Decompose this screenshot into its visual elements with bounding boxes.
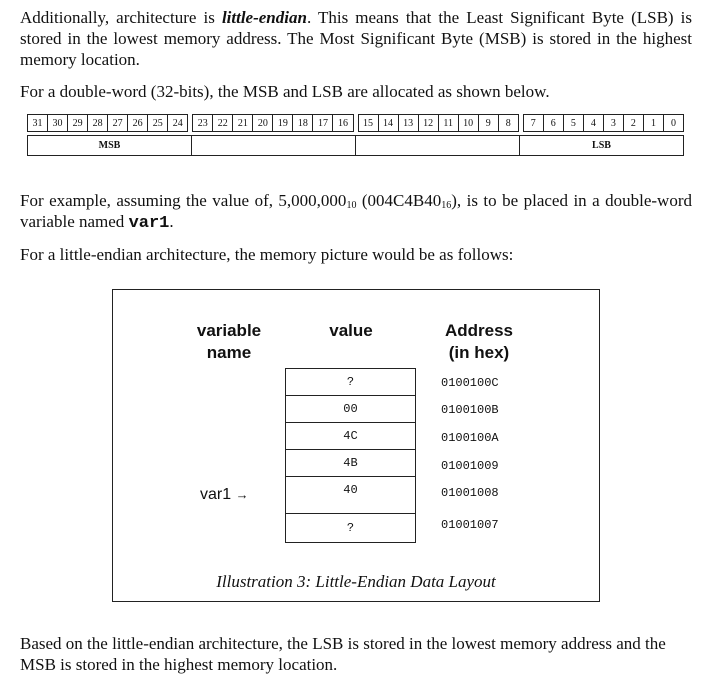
bit-number: 3	[603, 115, 623, 132]
bit-number: 4	[583, 115, 603, 132]
header-name: name	[206, 343, 252, 362]
bit-number: 9	[478, 115, 498, 132]
bit-number: 13	[398, 115, 418, 132]
bit-number: 14	[378, 115, 398, 132]
byte-msb: MSB	[28, 136, 192, 156]
intro-prefix: Additionally, architecture is	[20, 8, 222, 27]
byte-2	[192, 136, 356, 156]
arrow-right-icon: →	[235, 487, 249, 502]
bit-number: 18	[293, 115, 313, 132]
address-label: 0100100B	[441, 403, 499, 417]
byte-1	[356, 136, 520, 156]
bit-number: 19	[273, 115, 293, 132]
intro-paragraph	[20, 7, 692, 70]
address-header	[431, 320, 527, 364]
little-endian-illustration	[112, 289, 600, 602]
memory-cell: 40	[286, 477, 416, 514]
bit-number: 8	[498, 115, 518, 132]
variable-name-header	[185, 320, 273, 364]
bit-number-table	[27, 114, 684, 132]
bit-number: 12	[418, 115, 438, 132]
header-in-hex: (in hex)	[448, 343, 510, 362]
memory-cells	[285, 368, 416, 543]
conclusion-paragraph: Based on the little-endian architecture, the LSB is stored in the lowest memory address and the MSB is stored in the highest memory location.	[20, 634, 666, 674]
intro-suffix: . This means that the Least Significant Byte (LSB) is stored in the lowest memory address. The Most Significant Byte (MSB) is stored in the highest memory location.	[20, 8, 692, 69]
bit-number: 23	[193, 115, 213, 132]
bit-number: 29	[68, 115, 88, 132]
header-variable: variable	[196, 321, 262, 340]
little-endian-term: little-endian	[221, 8, 307, 27]
bit-number: 24	[168, 115, 188, 132]
memory-cell: 4C	[286, 423, 416, 450]
bit-number: 7	[523, 115, 543, 132]
bit-number: 1	[643, 115, 663, 132]
bit-number: 2	[623, 115, 643, 132]
bit-number: 0	[663, 115, 683, 132]
bit-number: 20	[253, 115, 273, 132]
value-header: value	[329, 321, 373, 340]
bit-number: 22	[213, 115, 233, 132]
bit-number: 26	[128, 115, 148, 132]
byte-lsb: LSB	[520, 136, 684, 156]
example-hex: (004C4B40	[356, 191, 442, 210]
base10-subscript: 10	[346, 200, 357, 211]
example-prefix: For example, assuming the value of, 5,000,000	[20, 191, 347, 210]
address-label: 0100100C	[441, 376, 499, 390]
address-label: 01001008	[441, 486, 499, 500]
address-label: 01001009	[441, 459, 499, 473]
bit-number: 25	[148, 115, 168, 132]
var1-label: var1	[200, 486, 232, 503]
bit-number: 10	[458, 115, 478, 132]
example-paragraph	[20, 190, 692, 234]
bit-number: 21	[233, 115, 253, 132]
bit-number: 5	[563, 115, 583, 132]
memory-cell: 4B	[286, 450, 416, 477]
little-endian-paragraph: For a little-endian architecture, the memory picture would be as follows:	[20, 245, 514, 264]
bit-number: 31	[28, 115, 48, 132]
bit-number: 17	[313, 115, 333, 132]
bit-number: 28	[88, 115, 108, 132]
bit-number: 16	[333, 115, 353, 132]
address-label: 0100100A	[441, 431, 499, 445]
var1-pointer	[200, 486, 249, 504]
memory-cell: ?	[286, 514, 416, 543]
bit-number: 15	[358, 115, 378, 132]
bit-number: 30	[48, 115, 68, 132]
address-label: 01001007	[441, 518, 499, 532]
example-suffix: ), is to be placed in a double-word variable named	[20, 191, 692, 231]
memory-cell: ?	[286, 369, 416, 396]
byte-label-table	[27, 135, 684, 156]
illustration-caption: Illustration 3: Little-Endian Data Layout	[216, 572, 496, 591]
header-address: Address	[444, 321, 514, 340]
bit-number: 11	[438, 115, 458, 132]
variable-name: var1	[128, 214, 170, 233]
base16-subscript: 16	[441, 200, 452, 211]
double-word-paragraph: For a double-word (32-bits), the MSB and LSB are allocated as shown below.	[20, 82, 550, 101]
memory-cell: 00	[286, 396, 416, 423]
bit-number: 6	[543, 115, 563, 132]
example-end: .	[169, 212, 174, 231]
bit-number: 27	[108, 115, 128, 132]
